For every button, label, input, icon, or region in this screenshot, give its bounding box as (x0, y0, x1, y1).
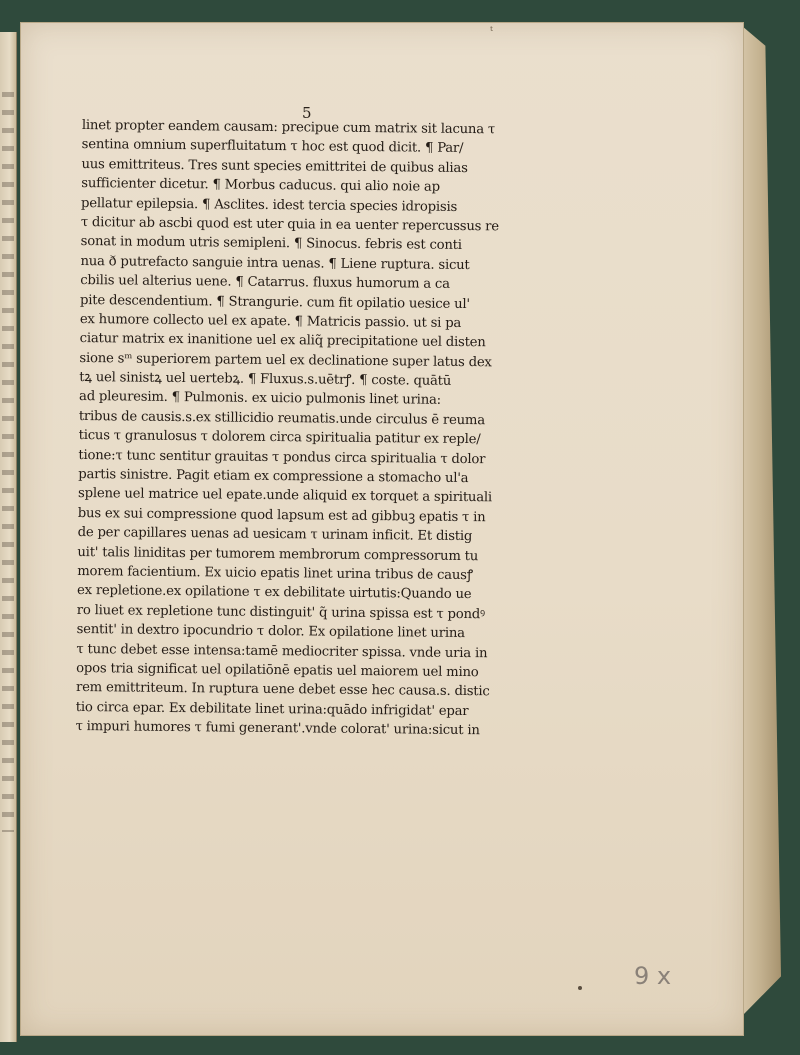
text-block (76, 116, 522, 741)
text-line: τ tunc debet esse intensa:tamē mediocriter spissa. vnde uria in (76, 641, 488, 661)
text-line: ex humore collecto uel ex apate. ¶ Matricis passio. ut si pa (79, 311, 462, 331)
text-line: bus ex sui compressione quod lapsum est ad gibbuꝫ epatis τ in (77, 505, 486, 526)
ink-spot (578, 986, 582, 990)
text-line: ex repletione.ex opilatione τ ex debilitate uirtutis:Quando ue (76, 583, 472, 603)
text-line: pellatur epilepsia. ¶ Asclites. idest tercia species idropisis (81, 195, 458, 215)
text-line: τ impuri humores τ fumi generant'.vnde colorat' urina:sicut in (75, 719, 480, 739)
text-line: sione sᵐ superiorem partem uel ex declinatione super latus dex (79, 350, 492, 370)
facing-page-edge (0, 32, 17, 1042)
text-line: cbilis uel alterius uene. ¶ Catarrus. fluxus humorum a ca (80, 273, 450, 292)
text-line: opos tria significat uel opilatiōnē epatis uel maiorem uel mino (76, 660, 479, 681)
page-fore-edge (742, 26, 781, 1016)
text-line: linet propter eandem causam: precipue cum matrix sit lacuna τ (81, 117, 496, 138)
pencil-annotation: 9 x (634, 962, 672, 990)
text-line: nua ð putrefacto sanguie intra uenas. ¶ Liene ruptura. sicut (80, 253, 470, 273)
text-line: ciatur matrix ex inanitione uel ex aliq̃ precipitatione uel disten (79, 331, 486, 351)
text-line: tione:τ tunc sentitur grauitas τ pondus circa spiritualia τ dolor (78, 447, 486, 467)
text-line: tio circa epar. Ex debilitate linet urina:quādo infrigidat' epar (75, 699, 469, 719)
text-line: tribus de causis.s.ex stillicidio reumatis.unde circulus ē reuma (78, 408, 485, 429)
text-line: τ dicitur ab ascbi quod est uter quia in ea uenter repercussus re (80, 214, 500, 235)
text-line: sufficienter dicetur. ¶ Morbus caducus. qui alio noie ap (81, 176, 440, 195)
text-line: de per capillares uenas ad uesicam τ urinam inficit. Et distig (77, 525, 473, 545)
text-line: uit' talis liniditas per tumorem membrorum compressorum tu (77, 544, 479, 564)
text-line: uus emittriteus. Tres sunt species emittritei de quibus alias (81, 156, 468, 176)
text-line: ticus τ granulosus τ dolorem circa spiritualia patitur ex reple/ (78, 428, 481, 448)
top-mark: ᵗ (490, 24, 493, 38)
text-line: sonat in modum utris semipleni. ¶ Sinocus. febris est conti (80, 234, 462, 254)
text-line: ro liuet ex repletione tunc distinguit' q̃ urina spissa est τ pondꝰ (76, 602, 485, 623)
text-line: splene uel matrice uel epate.unde aliquid ex torquet a spirituali (77, 486, 493, 506)
text-line: rem emittriteum. In ruptura uene debet esse hec causa.s. distic (75, 680, 490, 700)
text-line: ad pleuresim. ¶ Pulmonis. ex uicio pulmonis linet urina: (78, 389, 442, 409)
text-line: partis sinistre. Pagit etiam ex compressione a stomacho ul'a (78, 467, 469, 487)
facing-page-text (2, 92, 14, 832)
text-line: sentina omnium superfluitatum τ hoc est quod dicit. ¶ Par/ (81, 137, 464, 157)
text-line: morem facientium. Ex uicio epatis linet urina tribus de causꝭ (77, 563, 473, 584)
text-line: sentit' in dextro ipocundrio τ dolor. Ex opilatione linet urina (76, 622, 465, 642)
text-line: tꝝ uel sinistꝝ uel uertebꝝ. ¶ Fluxus.s.uētrꝭ. ¶ coste. quātū (79, 370, 452, 389)
folio-number: 5 (302, 104, 312, 122)
text-line: pite descendentium. ¶ Strangurie. cum fit opilatio uesice ul' (79, 292, 470, 312)
